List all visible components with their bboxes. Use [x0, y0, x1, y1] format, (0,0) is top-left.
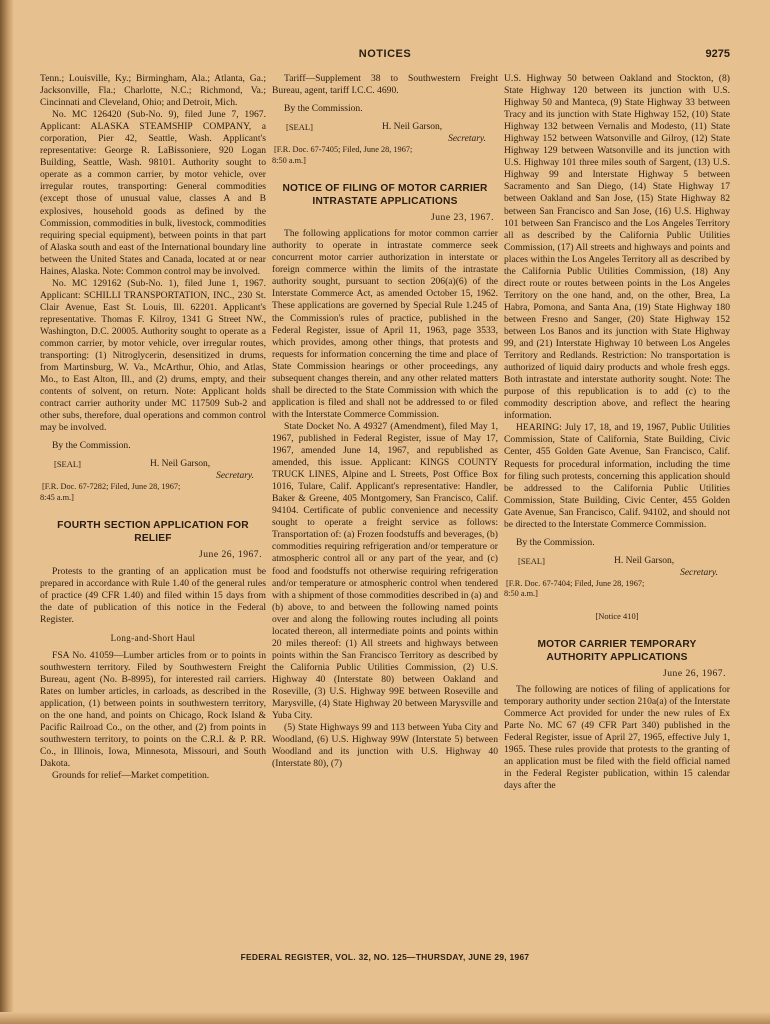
paragraph: Tariff—Supplement 38 to Southwestern Freight Bureau, agent, tariff I.C.C. 4690.: [272, 73, 498, 97]
paragraph: HEARING: July 17, 18, and 19, 1967, Public Utilities Commission, State of California, State Building, Civic Center, 455 Golden Gate Avenue, San Francisco, Calif. Requests for procedural information, including the time for filing such protests, concerning this application should be addressed to the California Public Utilities Commission, State Building, Civic Center, 455 Golden Gate Avenue, San Francisco, Calif. 94102, and should not be directed to the Interstate Commerce Commission.: [504, 422, 730, 530]
signer-name: H. Neil Garson,: [614, 555, 675, 566]
seal-label: [SEAL]: [518, 555, 545, 566]
paragraph: U.S. Highway 50 between Oakland and Stockton, (8) State Highway 120 between its junction with U.S. Highway 50 and Manteca, (9) State Highway 33 between Tracy and its junction with State Highway 152, (10) State Highway 132 between Vernalis and Modesto, (11) State Highway 152 between Watsonville and Gilroy, (12) State Highway 129 between Watsonville and its junction with U.S. Highway 101 three miles south of Sargent, (13) U.S. Highway 99 and Interstate Highway 5 between Sacramento and San Diego, (14) State Highway 17 between Oakland and San Jose, (15) State Highway 82 between San Francisco and San Jose, (16) U.S. Highway 101 between San Francisco and the Los Angeles Territory all as described by the California Public Utilities Commission, (17) All streets and highways and points and places within the Los Angeles Territory all as described by the California Public Utilities Commission, (18) Any direct route or routes between points in the Los Angeles Territory on the one hand, and, on the other, Brea, La Habra, Pomona, and Santa Ana, (19) State Highway 180 between Fresno and Sanger, (20) State Highway 152 between Los Banos and its junction with State Highway 99, and (21) Interstate Highway 10 between Los Angeles Territory and Redlands. Restriction: No transportation is authorized of liquid dairy products and whole fresh eggs. Both intrastate and interstate authority sought. Note: The purpose of this republication is to add (c) to the commodity description above, and reflect the hearing information.: [504, 73, 730, 422]
doc-reference-time: 8:50 a.m.]: [504, 589, 538, 599]
paragraph: (5) State Highways 99 and 113 between Yuba City and Woodland, (6) U.S. Highway 99W (Interstate 5) between Woodland and its junction with U.S. Highway 40 (Interstate 80), (7): [272, 722, 498, 770]
paragraph: State Docket No. A 49327 (Amendment), filed May 1, 1967, published in Federal Register, issue of May 17, 1967, amended June 14, 1967, and republished as amended, this issue. Applicant: KINGS COUNTY TRUCK LINES, Alpine and L Streets, Post Office Box 1016, Tulare, Calif. Applicant's representative: Handler, Baker & Greene, 405 Montgomery, San Francisco, Calif. 94104. Certificate of public convenience and necessity sought to operate a freight service as follows: Transportation of: (a) Frozen foodstuffs and beverages, (b) commodities requiring refrigeration and/or temperature or atmospheric control all or any part of the year, and (c) food and foodstuffs not otherwise requiring refrigeration and/or temperature or atmospheric control when tendered with a shipment of those commodities described in (a) and (b) above, to and between the following named points over and along the following routes including all points located thereon, all intermediate points and points within 20 miles thereof: (1) All streets and highways between points within the San Francisco Territory as described by the California Public Utilities Commission, (2) U.S. Highway 40 (Interstate 80) between Oakland and Roseville, (3) U.S. Highway 99E between Roseville and Marysville, (4) State Highway 20 between Marysville and Yuba City.: [272, 420, 498, 722]
section-heading: MOTOR CARRIER TEMPORARY AUTHORITY APPLICATIONS: [537, 638, 697, 663]
section-date: June 26, 1967.: [663, 667, 726, 679]
paragraph: The following are notices of filing of applications for temporary authority under section 210a(a) of the Interstate Commerce Act provided for under the new rules of Ex Parte No. MC 67 (49 CFR Part 340) published in the Federal Register, issue of April 27, 1965, effective July 1, 1965. These rules provide that protests to the granting of an application must be filed with the field official named in the Federal Register publication, within 15 calendar days after the: [504, 683, 730, 792]
signer-role: Secretary.: [680, 567, 718, 578]
section-heading: NOTICE OF FILING OF MOTOR CARRIER INTRASTATE APPLICATIONS: [282, 183, 488, 208]
section-heading: FOURTH SECTION APPLICATION FOR RELIEF: [57, 520, 249, 545]
page-header: [40, 48, 730, 66]
page-number: 9275: [705, 48, 730, 60]
column-right: [504, 73, 730, 792]
seal-label: [SEAL]: [54, 459, 81, 470]
signer-name: H. Neil Garson,: [382, 122, 443, 133]
doc-reference-time: 8:45 a.m.]: [40, 492, 74, 502]
paragraph: Grounds for relief—Market competition.: [52, 770, 210, 782]
doc-reference: [F.R. Doc. 67-7282; Filed, June 28, 1967;: [42, 482, 181, 492]
by-commission: By the Commission.: [52, 440, 131, 452]
doc-reference: [F.R. Doc. 67-7405; Filed, June 28, 1967;: [274, 145, 413, 155]
section-date: June 26, 1967.: [199, 549, 262, 561]
page-footer: FEDERAL REGISTER, VOL. 32, NO. 125—THURSDAY, JUNE 29, 1967: [240, 952, 530, 962]
doc-reference: [F.R. Doc. 67-7404; Filed, June 28, 1967;: [506, 578, 645, 588]
doc-reference-time: 8:50 a.m.]: [272, 155, 306, 165]
paragraph: Tenn.; Louisville, Ky.; Birmingham, Ala.; Atlanta, Ga.; Jacksonville, Fla.; Charlotte, N.C.; Richmond, Va.; Cincinnati and Cleveland, Ohio; and Detroit, Mich.: [40, 73, 266, 109]
signer-role: Secretary.: [448, 134, 486, 145]
signature-block: [272, 121, 498, 145]
signature-block: [504, 555, 730, 579]
signer-name: H. Neil Garson,: [150, 459, 211, 470]
paragraph: FSA No. 41059—Lumber articles from or to points in southwestern territory. Filed by Southwestern Freight Bureau, agent (No. B-8995), for interested rail carriers. Rates on lumber articles, in carloads, as described in the application, (1) between points in southwestern territory, on the one hand, and points on Chicago, Rock Island & Pacific Railroad Co., on the other, and (2) from points in southwestern territory, to points on the C.R.I. & P. RR. Co., in Illinois, Iowa, Minnesota, Missouri, and South Dakota.: [40, 649, 266, 770]
paragraph: The following applications for motor common carrier authority to operate in intrastate commerce seek concurrent motor carrier authorization in interstate or foreign commerce within the limits of the intrastate authority sought, pursuant to section 206(a)(6) of the Interstate Commerce Act, as amended October 15, 1962. These applications are governed by Special Rule 1.245 of the Commission's rules of practice, published in the Federal Register, issue of April 11, 1963, page 3533, which provides, among other things, that protests and requests for information concerning the time and place of State Commission hearings or other proceedings, any subsequent changes therein, and any other related matters shall be directed to the State Commission with which the application is filed and shall not be addressed to or filed with the Interstate Commerce Commission.: [272, 228, 498, 420]
by-commission: By the Commission.: [516, 536, 595, 548]
paragraph: No. MC 126420 (Sub-No. 9), filed June 7, 1967. Applicant: ALASKA STEAMSHIP COMPANY, a corporation, Pier 42, Seattle, Wash. Applicant's representative: George R. LaBissoniere, 920 Logan Building, Seattle, Wash. 98101. Authority sought to operate as a common carrier, by motor vehicle, over irregular routes, transporting: General commodities (except those of unusual value, classes A and B explosives, household goods as defined by the Commission, commodities in bulk, livestock, commodities requiring special equipment), between points in that part of Alaska south and east of the International boundary line between the United States and Canada, located at or near Haines, Alaska. Note: Common control may be involved.: [40, 109, 266, 277]
page-edge-shadow: [0, 1012, 770, 1024]
binding-shadow: [0, 0, 14, 1024]
notice-number: [Notice 410]: [595, 610, 639, 621]
page-title: NOTICES: [358, 48, 412, 60]
section-date: June 23, 1967.: [431, 212, 494, 224]
seal-label: [SEAL]: [286, 122, 313, 133]
paragraph: No. MC 129162 (Sub-No. 1), filed June 1, 1967. Applicant: SCHILLI TRANSPORTATION, INC., 230 St. Clair Avenue, East St. Louis, Ill. 62201. Applicant's representative. Thomas F. Kilroy, 1341 G Street NW., Washington, D.C. 20005. Authority sought to operate as a common carrier, by motor vehicle, over irregular routes, transporting: (1) Nitroglycerin, desensitized in drums, from Martinsburg, W. Va., McArthur, Ohio, and Atlas, Mo., to East Alton, Ill., and (2) drums, empty, and their contents of solvent, on return. Note: Applicant holds contract carrier authority under MC 117509 Sub-2 and other subs, therefore, dual operations and common control may be involved.: [40, 277, 266, 434]
paragraph: Protests to the granting of an application must be prepared in accordance with Rule 1.40 of the general rules of practice (49 CFR 1.40) and filed within 15 days from the date of publication of this notice in the Federal Register.: [40, 565, 266, 625]
column-middle: [272, 73, 498, 770]
subheading: Long-and-Short Haul: [110, 632, 196, 643]
signature-block: [40, 458, 266, 482]
by-commission: By the Commission.: [284, 103, 363, 115]
column-left: [40, 73, 266, 782]
signer-role: Secretary.: [216, 471, 254, 482]
